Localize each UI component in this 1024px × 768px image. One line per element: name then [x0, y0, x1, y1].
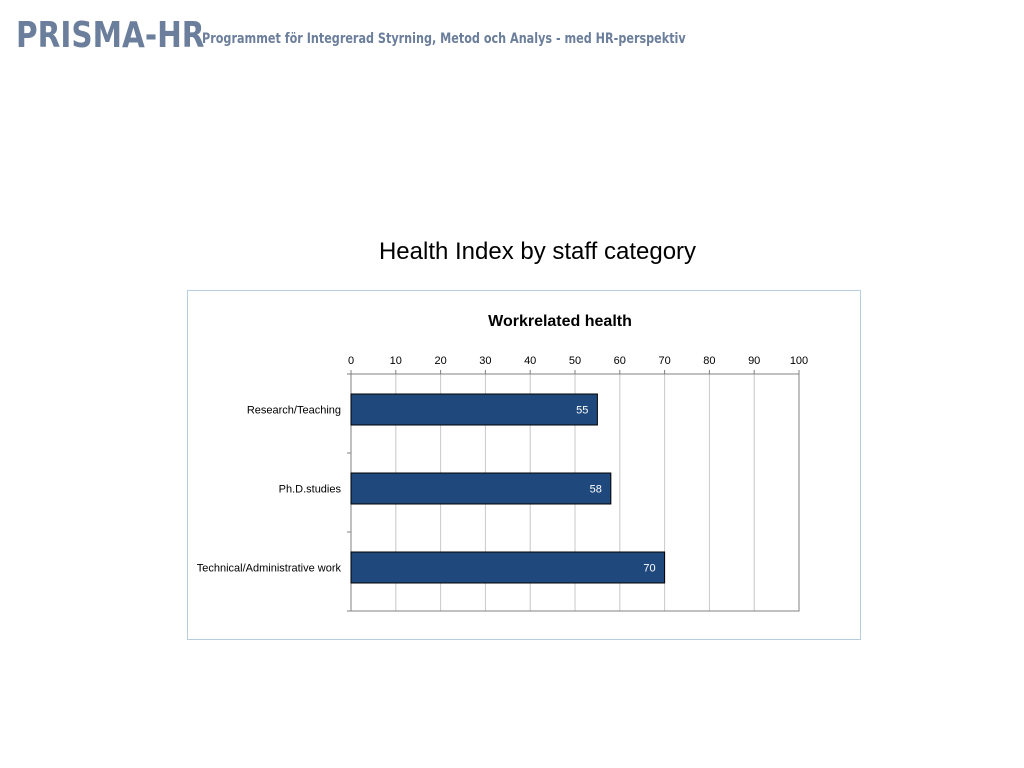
category-label: Research/Teaching	[246, 404, 341, 417]
bars	[351, 394, 665, 583]
bar-value-label: 58	[589, 483, 602, 496]
bar-value-label: 55	[576, 404, 589, 417]
bar	[351, 473, 611, 504]
x-tick-label: 20	[434, 355, 447, 367]
x-tick-label: 50	[568, 355, 582, 367]
slide-title: Health Index by staff category	[378, 238, 697, 265]
x-tick-label: 40	[524, 355, 537, 367]
header	[0, 0, 1024, 70]
x-tick-label: 60	[613, 355, 626, 367]
chart-frame	[187, 290, 861, 640]
bar-value-label: 70	[643, 562, 656, 575]
x-tick-label: 30	[479, 355, 492, 367]
chart-title: Workrelated health	[488, 313, 632, 330]
x-tick-label: 70	[658, 355, 671, 367]
x-tick-label: 90	[748, 355, 761, 367]
bar	[351, 552, 665, 583]
category-label: Ph.D.studies	[278, 483, 341, 496]
bar-chart	[188, 291, 860, 639]
program-tagline: Programmet för Integrerad Styrning, Metod och Analys - med HR-perspektiv	[202, 31, 686, 47]
x-axis-ticks	[348, 355, 808, 374]
x-tick-label: 10	[389, 355, 402, 367]
x-tick-label: 0	[347, 355, 355, 367]
category-labels	[197, 405, 342, 575]
x-tick-label: 100	[789, 355, 809, 367]
category-label: Technical/Administrative work	[196, 562, 341, 575]
prisma-hr-logo: PRISMA-HR	[16, 15, 205, 56]
x-tick-label: 80	[703, 355, 716, 367]
bar	[351, 394, 597, 425]
